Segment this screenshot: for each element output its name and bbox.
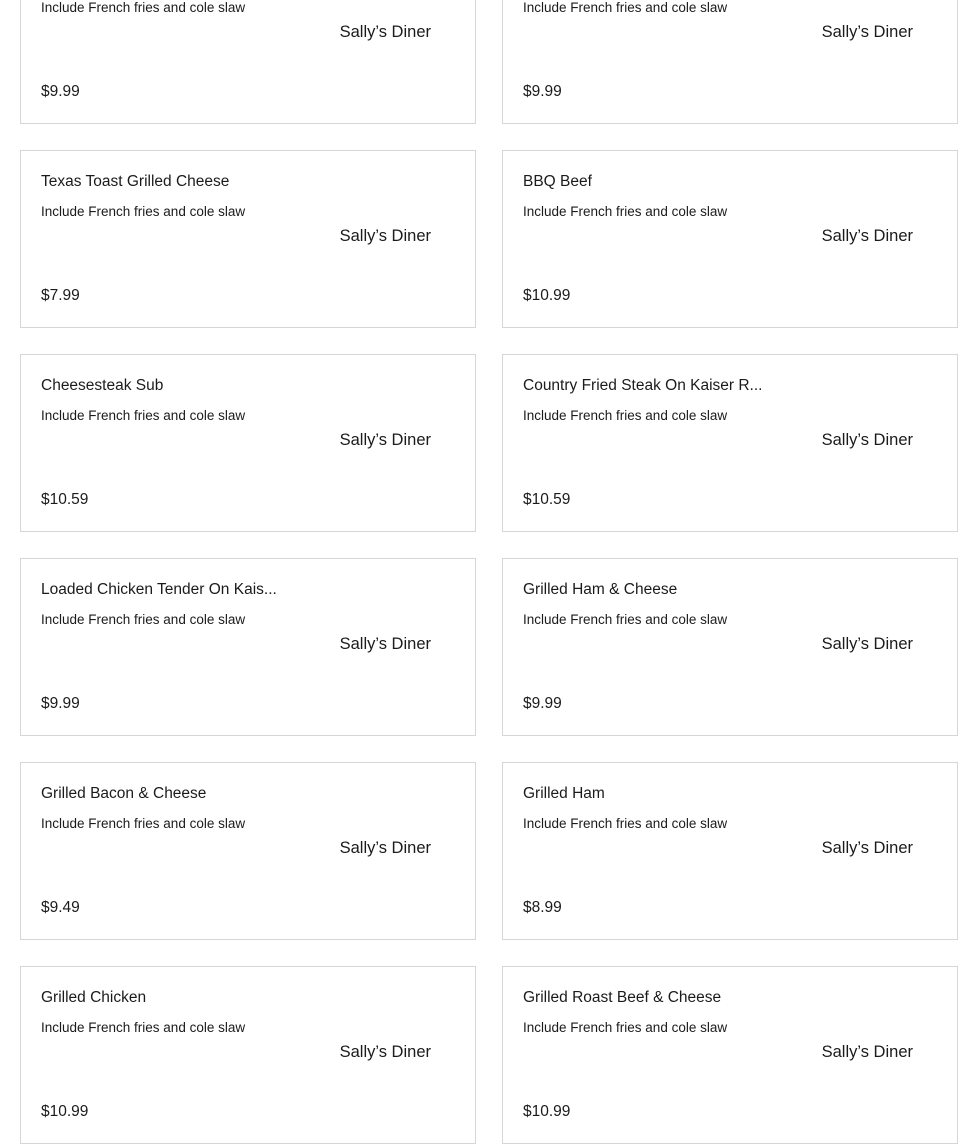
item-vendor: Sally’s Diner	[339, 635, 431, 653]
item-vendor: Sally’s Diner	[339, 839, 431, 857]
item-name: Grilled Ham	[523, 785, 605, 802]
item-vendor: Sally’s Diner	[339, 431, 431, 449]
item-description: Include French fries and cole slaw	[41, 204, 246, 219]
item-vendor: Sally’s Diner	[821, 635, 913, 653]
item-description: Include French fries and cole slaw	[41, 816, 246, 831]
menu-item-card[interactable]	[502, 0, 958, 124]
menu-item-card[interactable]	[20, 762, 476, 940]
item-price: $9.49	[41, 899, 80, 916]
item-vendor: Sally’s Diner	[821, 23, 913, 41]
item-price: $7.99	[41, 287, 80, 304]
item-vendor: Sally’s Diner	[339, 227, 431, 245]
item-name: Grilled Roast Beef & Cheese	[523, 989, 722, 1006]
menu-item-card[interactable]	[20, 354, 476, 532]
item-price: $9.99	[41, 83, 80, 100]
item-price: $9.99	[41, 695, 80, 712]
item-price: $10.99	[523, 1103, 571, 1120]
item-description: Include French fries and cole slaw	[523, 612, 728, 627]
item-vendor: Sally’s Diner	[339, 1043, 431, 1061]
menu-item-card[interactable]	[502, 558, 958, 736]
item-price: $10.59	[41, 491, 89, 508]
item-description: Include French fries and cole slaw	[41, 1020, 246, 1035]
item-vendor: Sally’s Diner	[821, 431, 913, 449]
item-price: $10.99	[523, 287, 571, 304]
item-name: Loaded Chicken Tender On Kais...	[41, 581, 277, 598]
item-name: Texas Toast Grilled Cheese	[41, 173, 230, 190]
item-description: Include French fries and cole slaw	[41, 0, 246, 15]
item-name: BBQ Beef	[523, 173, 592, 190]
menu-item-card[interactable]	[20, 0, 476, 124]
menu-item-card[interactable]	[502, 966, 958, 1144]
item-vendor: Sally’s Diner	[339, 23, 431, 41]
item-description: Include French fries and cole slaw	[523, 816, 728, 831]
menu-item-card[interactable]	[502, 354, 958, 532]
item-name: Grilled Chicken	[41, 989, 147, 1006]
item-name: Country Fried Steak On Kaiser R...	[523, 377, 763, 394]
item-name: Grilled Bacon & Cheese	[41, 785, 207, 802]
item-vendor: Sally’s Diner	[821, 227, 913, 245]
menu-item-card[interactable]	[20, 150, 476, 328]
item-vendor: Sally’s Diner	[821, 839, 913, 857]
item-description: Include French fries and cole slaw	[523, 0, 728, 15]
item-name: Grilled Ham & Cheese	[523, 581, 678, 598]
menu-item-card[interactable]	[20, 558, 476, 736]
item-vendor: Sally’s Diner	[821, 1043, 913, 1061]
menu-item-card[interactable]	[502, 150, 958, 328]
item-price: $8.99	[523, 899, 562, 916]
item-description: Include French fries and cole slaw	[41, 612, 246, 627]
item-description: Include French fries and cole slaw	[41, 408, 246, 423]
item-price: $9.99	[523, 83, 562, 100]
menu-item-card[interactable]	[502, 762, 958, 940]
item-description: Include French fries and cole slaw	[523, 204, 728, 219]
item-description: Include French fries and cole slaw	[523, 408, 728, 423]
item-description: Include French fries and cole slaw	[523, 1020, 728, 1035]
item-price: $10.59	[523, 491, 571, 508]
item-name: Cheesesteak Sub	[41, 377, 164, 394]
item-price: $9.99	[523, 695, 562, 712]
menu-item-card[interactable]	[20, 966, 476, 1144]
item-price: $10.99	[41, 1103, 89, 1120]
